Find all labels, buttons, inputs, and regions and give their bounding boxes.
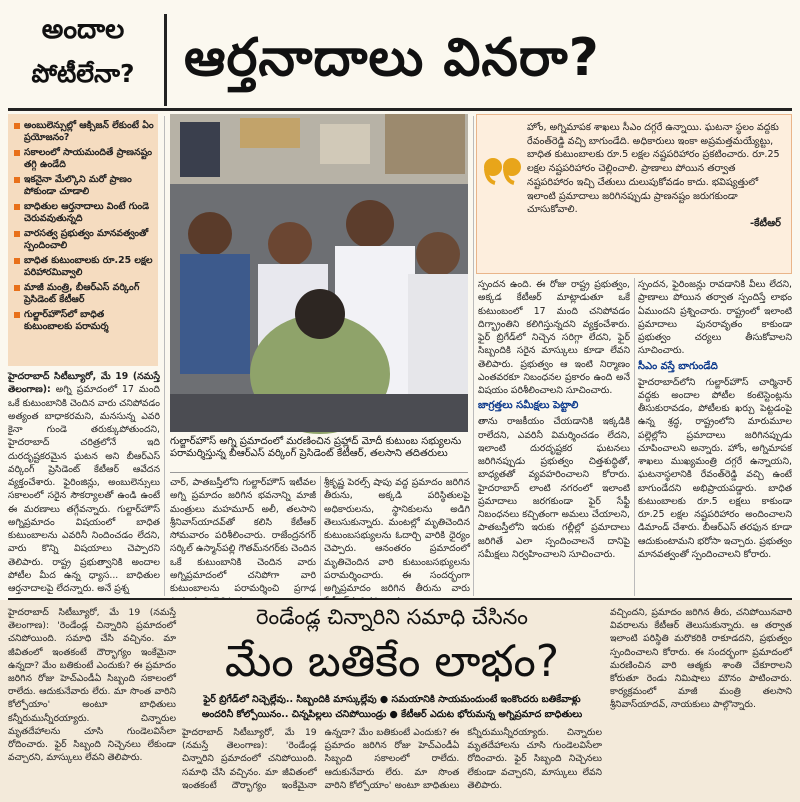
key-point: బాధిత కుటుంబాలకు రూ.25 లక్షల పరిహారమివ్వాలి [14,255,154,279]
kicker [8,8,158,104]
kicker-divider [164,14,177,106]
column-text: శ్రీకృష్ణ పెరల్స్ షాపు వద్ద ప్రమాదం జరిగిన తీరును, అక్కడి పరిస్థితులపై అధికారులను, స్థానికులను అడిగి తెలుసుకున్నారు. మంటల్లో మృతిచెందిన కుటుంబసభ్యులను ఓదార్చి వారికి ధైర్యం చెప్పారు. ఆనంతరం ప్రమాదంలో మృతిచెందిన వారి కుటుంబసభ్యులను పరామర్శించారు. ఈ సందర్భంగా అగ్నిప్రమాదం జరిగిన తీరును వారు [324,477,470,594]
kicker-line-2: పోటీలేనా? [31,59,135,88]
key-point: మాజీ మంత్రి, బీఆర్ఎస్ వర్కింగ్ ప్రెసిడెంట్ కేటీఆర్ [14,282,154,306]
bottom-subhead: రెండేండ్ల చిన్నారిని సమాధి చేసినం [256,605,528,629]
key-point: ఇకనైనా మేల్కొని మరో ప్రాణం పోకుండా చూడాలి [14,174,154,198]
bullet-icon [14,177,20,183]
bottom-column-left: హైదరాబాద్ సిటీబ్యూరో, మే 19 (నమస్తే తెలంగాణ): 'రెండేండ్ల చిన్నారిని ప్రమాదంలో చనిపోయింది. సమాధి చేసి వచ్చినం. మా జీవితంలో ఇంతకంటే దౌర్భాగ్యం ఇంకేమైనా ఉన్నదా? మేం బతికుంటే ఎందుకు? ఈ ప్రమాదం జరిగిన రోజు హెచ్‌ఎండీఏ సిబ్బంది సకాలంలో రాలేదు. ఆదుకునేవారు లేరు. మా సొంత వారిని కోల్పోయాం' అంటూ బాధితులు కన్నీరుమున్నీరయ్యారు. చిన్నారుల మృతదేహాలను చూసి గుండెలవిసేలా రోదించారు. ఫైర్ సిబ్బంది నిచ్చెనలు లేకుండా వచ్చారని, మాస్కులు లేవని తెలిపారు. [8,607,176,764]
quote-box [476,114,792,274]
column-text: స్పందన, ఫైరింజన్లు రావడానికి వీలు లేదని, ప్రాణాలు పోయిన తర్వాత స్పందిస్తే లాభం ఏముందని ప్రశ్నించారు. రాష్ట్రంలో ఇలాంటి ప్రమాదాలు పునరావృతం కాకుండా ప్రభుత్వం చర్యలు తీసుకోవాలని సూచించారు. [638,279,792,357]
key-point: అంబులెన్సుల్లో ఆక్సిజన్ లేకుంటే ఏం ప్రయోజనం? [14,120,154,144]
article-column-1 [8,370,160,596]
main-headline: ఆర్తనాదాలు వినరా? [184,28,600,88]
bullet-icon [14,123,20,129]
bullet-icon [14,150,20,156]
key-point: సకాలంలో సాయమందితే ప్రాణనష్టం తగ్గి ఉండేది [14,147,154,171]
article-column-3 [324,476,470,596]
quote-text: హోం, అగ్నిమాపక శాఖలు సీఎం దగ్గరే ఉన్నాయి. ఘటనా స్థలం వద్దకు రేవంత్‌రెడ్డి వచ్చి బాగుండేది. అధికారులు ఇంకా అప్రమత్తమయ్యేట్టు, బాధిత కుటుంబాలకు రూ.5 లక్షల నష్టపరిహారం ప్రకటించారు. రూ.25 లక్షల నష్టపరిహారం చెల్లించాలి. ప్రాణాలు పోయిన తర్వాత నష్టపరిహారం ఇచ్చి చేతులు దులుపుకోవడం కాదు. భవిష్యత్తులో ఇలాంటి ప్రమాదాలు జరిగినప్పుడు ప్రాణనష్టం జరుగకుండా చూసుకోవాలి. [527,122,780,216]
photo-caption: గుల్జార్‌హౌస్ అగ్ని ప్రమాదంలో మరణించిన ప్రహ్లాద్ మోదీ కుటుంబ సభ్యులను పరామర్శిస్తున్న బీఆర్ఎస్ వర్కింగ్ ప్రెసిడెంట్ కేటీఆర్, తలసాని తదితరులు [170,436,468,473]
column-text: అగ్ని ప్రమాదంలో 17 మంది ఒకే కుటుంబానికి చెందిన వారు చనిపోవడం అత్యంత బాధాకరమని, మనసున్న ఎవరి కైనా గుండె తరుక్కుపోతుందని, హైదరాబాద్ చరిత్రలోనే ఇది దురదృష్టకరమైన ఘటన అని బీఆర్ఎస్ వర్కింగ్ ప్రెసిడెంట్ కేటీఆర్ ఆవేదన వ్యక్తంచేశారు. ఫైరింజిన్లు, అంబులెన్సులు సకాలంలో సరైన సౌకర్యాలతో ఉండి ఉంటే ఈ మరణాలు తగ్గేవన్నారు. గుల్జార్‌హౌస్ అగ్నిప్రమాదం విషయంలో బాధిత కుటుంబాలను ఎవరినీ నిందించడం లేదని, వారు కొన్ని విషయాలు చెప్పారని తెలిపారు. రాష్ట్ర ప్రభుత్వానికి అందాల పోటీల మీద ఉన్న ధ్యాస... బాధితుల ఆర్తనాదాలపై లేదన్నారు. అనే ప్రశ్న [8,384,160,594]
news-photo [170,114,468,432]
column-divider [320,476,321,596]
headline-rule [8,108,792,111]
article-column-5 [638,278,792,596]
bottom-rule [8,598,792,600]
quote-signature: -కేటీఆర్ [749,217,781,229]
key-point: వారసత్వ ప్రభుత్వం మానవత్వంతో స్పందించాలి [14,228,154,252]
bullet-icon [14,258,20,264]
bullet-icon [14,285,20,291]
bottom-column-right: వచ్చిందని, ప్రమాదం జరిగిన తీరు, చనిపోయినవారి వివరాలను కేటీఆర్ తెలుసుకున్నారు. ఆ తర్వాత ఇలాంటి పరిస్థితి మరొకరికి రాకూడదని, ప్రభుత్వం స్పందించాలని కోరారు. ఈ సందర్భంగా ప్రమాదంలో మరణించిన వారి ఆత్మకు శాంతి చేకూరాలని కోరుతూ రెండు నిమిషాలు మౌనం పాటించారు. కార్యక్రమంలో మాజీ మంత్రి తలసాని శ్రీనివాస్‌యాదవ్, నాయకులు పాల్గొన్నారు. [610,607,792,711]
kicker-line-1: అందాల [41,14,125,45]
column-text: హైదరాబాద్‌లోని గుల్జార్‌హౌస్ చార్మినార్ వద్దకు అందాల పోటీల కంటెస్టెంట్లను తీసుకురావడం, పోటీలకు ఖర్చు పెట్టడంపై ఉన్న శ్రద్ధ, రాష్ట్రంలోని మారుమూల పల్లెల్లోని ప్రమాదాలు జరిగినప్పుడు చూపించాలని అన్నారు. హోం, అగ్నిమాపక శాఖలు ముఖ్యమంత్రి దగ్గరే ఉన్నాయని, ఘటనాస్థలానికి రేవంత్‌రెడ్డి వచ్చి ఉంటే బాగుండేదని అభిప్రాయపడ్డారు. బాధిత కుటుంబాలకు రూ.5 లక్షలు కాకుండా రూ.25 లక్షల నష్టపరిహారం అందించాలని డిమాండ్ చేశారు. బీఆర్ఎస్ తరఫున కూడా ఆదుకుంటామని భరోసా ఇచ్చారు. ప్రభుత్వం మానవత్వంతో స్పందించాలని కోరారు. [638,376,792,560]
strap-line-2: అందరినీ కోల్పోయినం.. చిన్నపిల్లలు చనిపోయిండ్రు ● కేటీఆర్ ఎదుట భోరుమన్న అగ్నిప్రమాద బాధితులు [201,709,583,720]
bullet-icon [14,231,20,237]
bullet-icon [14,312,20,318]
bottom-strap [182,692,602,722]
bottom-headline: మేం బతికేం లాభం? [224,636,560,687]
column-divider [634,278,635,596]
quote-icon [483,155,523,185]
key-points-box [8,114,158,366]
strap-line-1: ఫైర్ బ్రిగేడ్‌లో నిచ్చెల్లేవు.. సిబ్బందికి మాస్కుల్లేవు ● సమయానికి సాయమందుంటే ఇంకొందరు బతికేవాళ్లు [203,694,581,705]
column-divider [164,116,165,596]
column-text: స్పందన ఉంది. ఈ రోజు రాష్ట్ర ప్రభుత్వం, అక్కడ కేటీఆర్ మాట్లాడుతూ ఒకే కుటుంబంలో 17 మంది చనిపోవడం దిగ్భ్రాంతిని కలిగిస్తున్నదని వ్యక్తంచేశారు. ఫైర్ బ్రిగేడ్‌లో నిచ్చెన సరిగ్గా లేదని, ఫైర్ సిబ్బందికి సరైన మాస్కులు కూడా లేవని తెలిపారు. ప్రభుత్వం ఆ ఇంటి నిర్మాణం ఎంతవరకూ నిబంధనల ప్రకారం ఉంది అనే విషయం పరిశీలించాలని సూచించారు. [478,279,630,396]
subheading: జాగ్రత్తలు సమీక్షలు పెట్టాలి [478,400,579,412]
bullet-icon [14,204,20,210]
key-point: బాధితుల ఆర్తనాదాలు వింటే గుండె చెరువవుతున్నది [14,201,154,225]
column-text: తాను రాజకీయం చేయడానికి ఇక్కడికి రాలేదని, ఎవరినీ విమర్శించడం లేదని, ఇలాంటి దురదృష్టకర ఘటనలు జరిగినప్పుడు ప్రభుత్వం చిత్తశుద్ధితో, బాధ్యతతో వ్యవహరించాలని కోరారు. హైదరాబాద్ లాంటి నగరంలో ఇలాంటి ప్రమాదాలు జరగకుండా ఫైర్ సేఫ్టీ నిబంధనలు కచ్చితంగా అమలు చేయాలని, పాతబస్తీలోని ఇరుకు గల్లీల్లో ప్రమాదాలు జరిగితే ఎలా స్పందించాలనే దానిపై సమీక్షలు నిర్వహించాలని సూచించారు. [478,416,630,560]
bottom-column-middle: హైదరాబాద్ సిటీబ్యూరో, మే 19 (నమస్తే తెలంగాణ): 'రెండేండ్ల చిన్నారిని ప్రమాదంలో చనిపోయింది. సమాధి చేసి వచ్చినం. మా జీవితంలో ఇంతకంటే దౌర్భాగ్యం ఇంకేమైనా ఉన్నదా? మేం బతికుంటే ఎందుకు? ఈ ప్రమాదం జరిగిన రోజు హెచ్‌ఎండీఏ సిబ్బంది సకాలంలో రాలేదు. ఆదుకునేవారు లేరు. మా సొంత వారిని కోల్పోయాం' అంటూ బాధితులు కన్నీరుమున్నీరయ్యారు. చిన్నారుల మృతదేహాలను చూసి గుండెలవిసేలా రోదించారు. ఫైర్ సిబ్బంది నిచ్చెనలు లేకుండా వచ్చారని, మాస్కులు లేవని తెలిపారు. [182,727,602,791]
article-column-4 [478,278,630,596]
article-column-2 [170,476,316,596]
column-text: చార్, పాతబస్తీలోని గుల్జార్‌హౌస్ ఇటీవల అగ్ని ప్రమాదం జరిగిన భవనాన్ని మాజీ మంత్రులు మహమూద్ అలీ, తలసాని శ్రీనివాస్‌యాదవ్‌తో కలిసి కేటీఆర్ సోమవారం పరిశీలించారు. రాజేంద్రనగర్ సర్కిల్ ఉస్మాన్‌పల్లి గౌతమ్‌నగర్‌కు చెందిన ఒకే కుటుంబానికి చెందిన వారు అగ్నిప్రమాదంలో చనిపోగా వారి కుటుంబాలను పరామర్శించి ప్రగాఢ [170,477,316,594]
column-divider [473,116,474,596]
subheading: సీఎం వస్తే బాగుండేది [638,360,718,372]
key-point: గుల్జార్‌హౌస్‌లో బాధిత కుటుంబాలకు పరామర్శ [14,309,154,333]
byline: హైదరాబాద్ సిటీబ్యూరో, మే 19 (నమస్తే తెలంగాణ): [8,371,160,396]
